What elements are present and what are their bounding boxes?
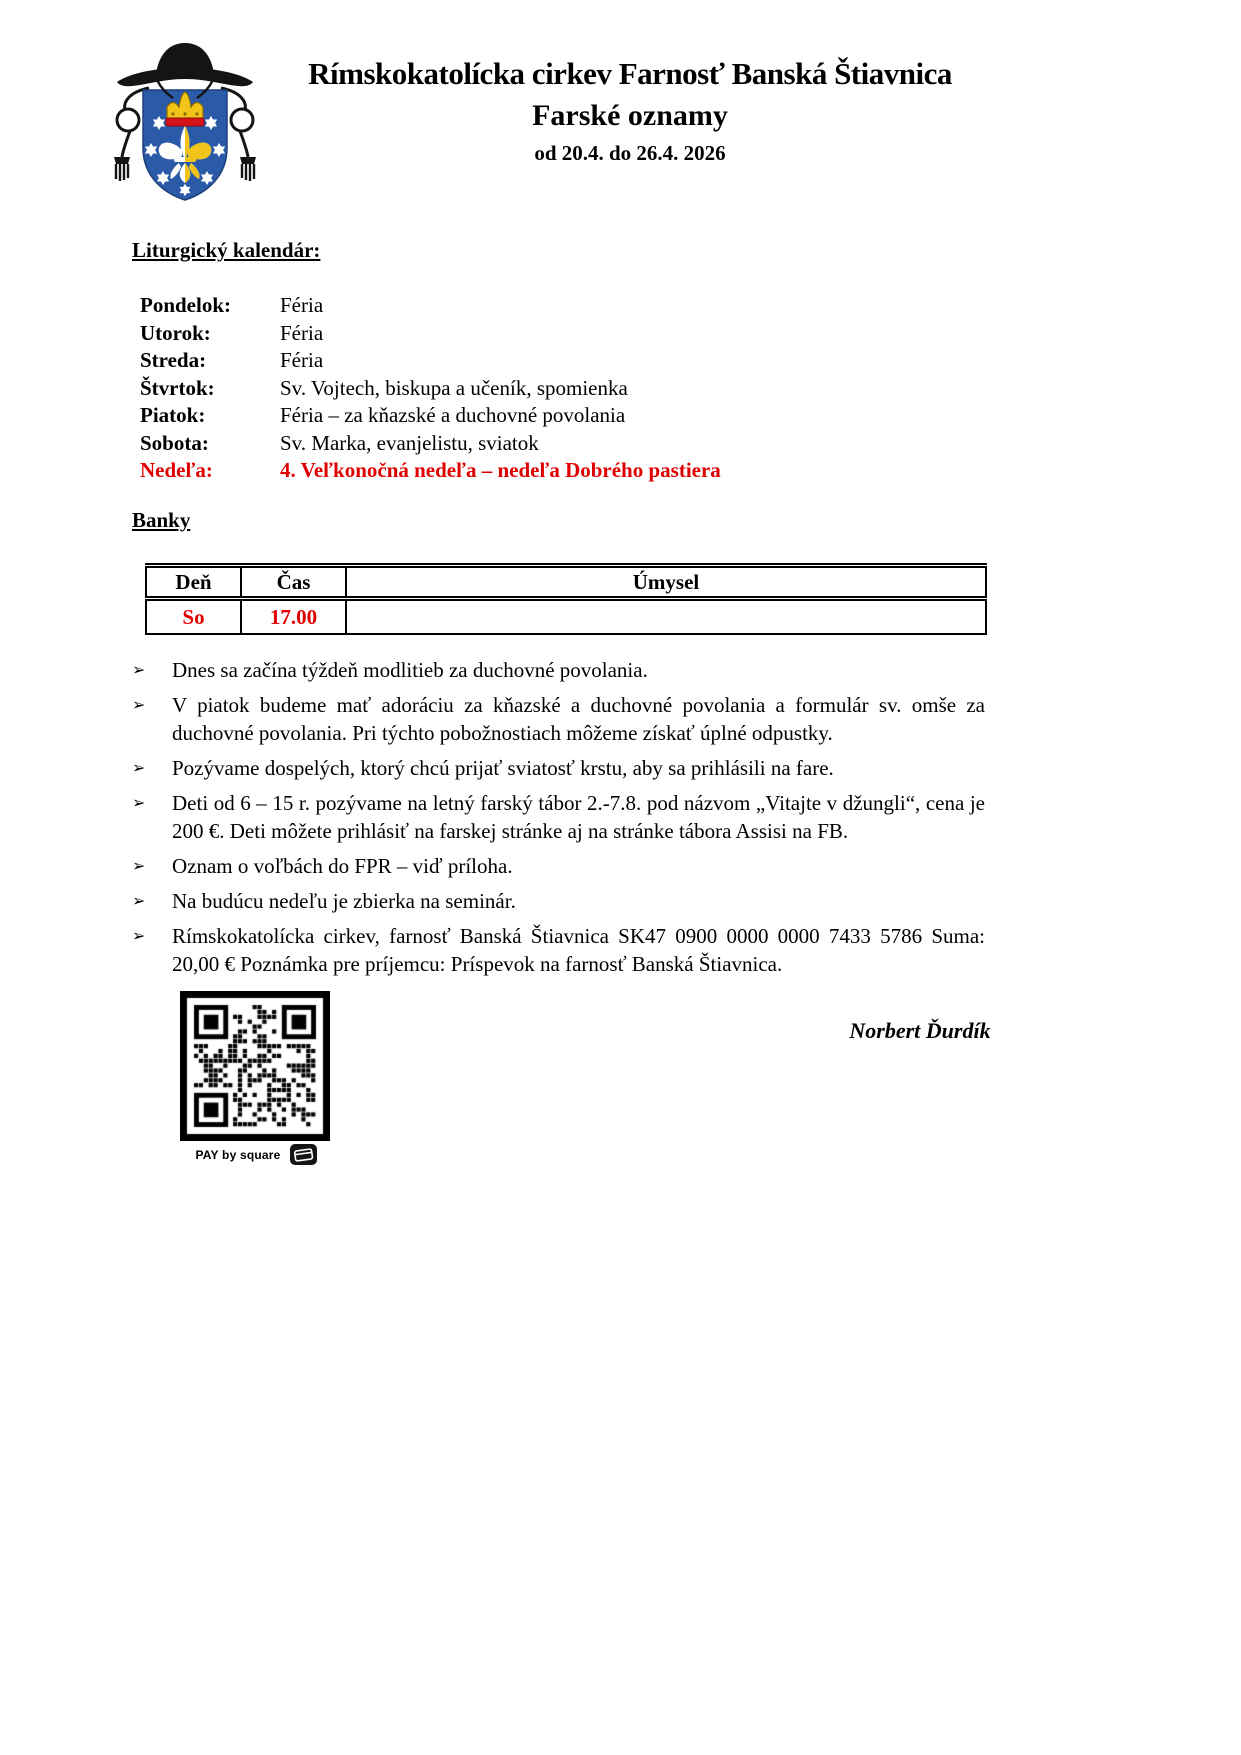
- calendar-row: [140, 430, 721, 458]
- calendar-day-label: Piatok:: [140, 403, 206, 427]
- pay-by-square-label: PAY by square: [195, 1147, 281, 1162]
- parish-coat-of-arms: [95, 30, 275, 205]
- calendar-day-label: Štvrtok:: [140, 375, 215, 400]
- calendar-day-label: Pondelok:: [140, 293, 232, 317]
- cell-umysel: [346, 599, 986, 635]
- liturgical-calendar: [140, 292, 721, 485]
- calendar-feast: Sv. Vojtech, biskupa a učeník, spomienka: [280, 375, 628, 400]
- col-header-umysel: Úmysel: [346, 566, 986, 599]
- announcement-item: [132, 691, 985, 747]
- calendar-feast: Féria – za kňazské a duchovné povolania: [280, 403, 626, 427]
- announcement-text: V piatok budeme mať adoráciu za kňazské a duchovné povolania a formulár sv. omše za duchovné povolania. Pri týchto pobožnostiach môžeme získať úplné odpustky.: [172, 693, 985, 745]
- banky-heading: Banky: [132, 508, 191, 532]
- col-header-den: Deň: [146, 566, 241, 599]
- calendar-row-sunday-highlight: [140, 457, 721, 485]
- card-icon: [290, 1144, 317, 1165]
- announcement-item: [132, 887, 985, 915]
- calendar-feast: Sv. Marka, evanjelistu, sviatok: [280, 430, 539, 455]
- arrow-bullet-icon: ➢: [132, 926, 146, 945]
- arrow-bullet-icon: ➢: [132, 891, 146, 910]
- signature-name: Norbert Ďurdík: [849, 1018, 991, 1043]
- announcement-text: Oznam o voľbách do FPR – viď príloha.: [172, 854, 513, 878]
- col-header-cas: Čas: [241, 566, 346, 599]
- table-row: [146, 599, 986, 635]
- mass-intentions-table: [145, 563, 987, 635]
- announcement-item: [132, 754, 985, 782]
- arrow-bullet-icon: ➢: [132, 695, 146, 714]
- calendar-day-label: Nedeľa:: [140, 458, 213, 482]
- calendar-row: [140, 347, 721, 375]
- calendar-row: [140, 292, 721, 320]
- calendar-feast: 4. Veľkonočná nedeľa – nedeľa Dobrého pastiera: [280, 458, 721, 482]
- date-range: od 20.4. do 26.4. 2026: [534, 141, 726, 165]
- calendar-row: [140, 320, 721, 348]
- cell-cas: 17.00: [241, 599, 346, 635]
- arrow-bullet-icon: ➢: [132, 758, 146, 777]
- announcement-text: Pozývame dospelých, ktorý chcú prijať sviatosť krstu, aby sa prihlásili na fare.: [172, 756, 834, 780]
- calendar-day-label: Utorok:: [140, 320, 211, 345]
- calendar-feast: Féria: [280, 348, 324, 372]
- announcement-item: [132, 922, 985, 978]
- qr-code: [180, 991, 330, 1141]
- calendar-feast: Féria: [280, 320, 324, 345]
- announcements-list: [132, 656, 985, 985]
- calendar-row: [140, 375, 721, 403]
- page-title: Rímskokatolícka cirkev Farnosť Banská Štiavnica: [308, 56, 952, 91]
- arrow-bullet-icon: ➢: [132, 660, 146, 679]
- liturgical-calendar-heading: Liturgický kalendár:: [132, 238, 321, 262]
- announcement-text: Deti od 6 – 15 r. pozývame na letný farský tábor 2.-7.8. pod názvom „Vitajte v džungli“, cena je 200 €. Deti môžete prihlásiť na farskej stránke aj na stránke tábora Assisi na FB.: [172, 791, 985, 843]
- table-header-row: [146, 566, 986, 599]
- calendar-row: [140, 402, 721, 430]
- announcement-item: [132, 789, 985, 845]
- page-subtitle: Farské oznamy: [532, 99, 728, 132]
- announcement-item: [132, 656, 985, 684]
- cell-den: So: [146, 599, 241, 635]
- arrow-bullet-icon: ➢: [132, 793, 146, 812]
- calendar-day-label: Streda:: [140, 348, 207, 372]
- calendar-feast: Féria: [280, 293, 324, 317]
- announcement-item: [132, 852, 985, 880]
- calendar-day-label: Sobota:: [140, 430, 209, 455]
- announcement-text: Na budúcu nedeľu je zbierka na seminár.: [172, 889, 516, 913]
- pay-by-square-block: [180, 991, 332, 1165]
- announcement-text: Dnes sa začína týždeň modlitieb za duchovné povolania.: [172, 658, 648, 682]
- arrow-bullet-icon: ➢: [132, 856, 146, 875]
- announcement-text: Rímskokatolícka cirkev, farnosť Banská Štiavnica SK47 0900 0000 0000 7433 5786 Suma: 20,00 € Poznámka pre príjemcu: Príspevok na farnosť Banská Štiavnica.: [172, 924, 985, 976]
- document-header: [255, 54, 1005, 166]
